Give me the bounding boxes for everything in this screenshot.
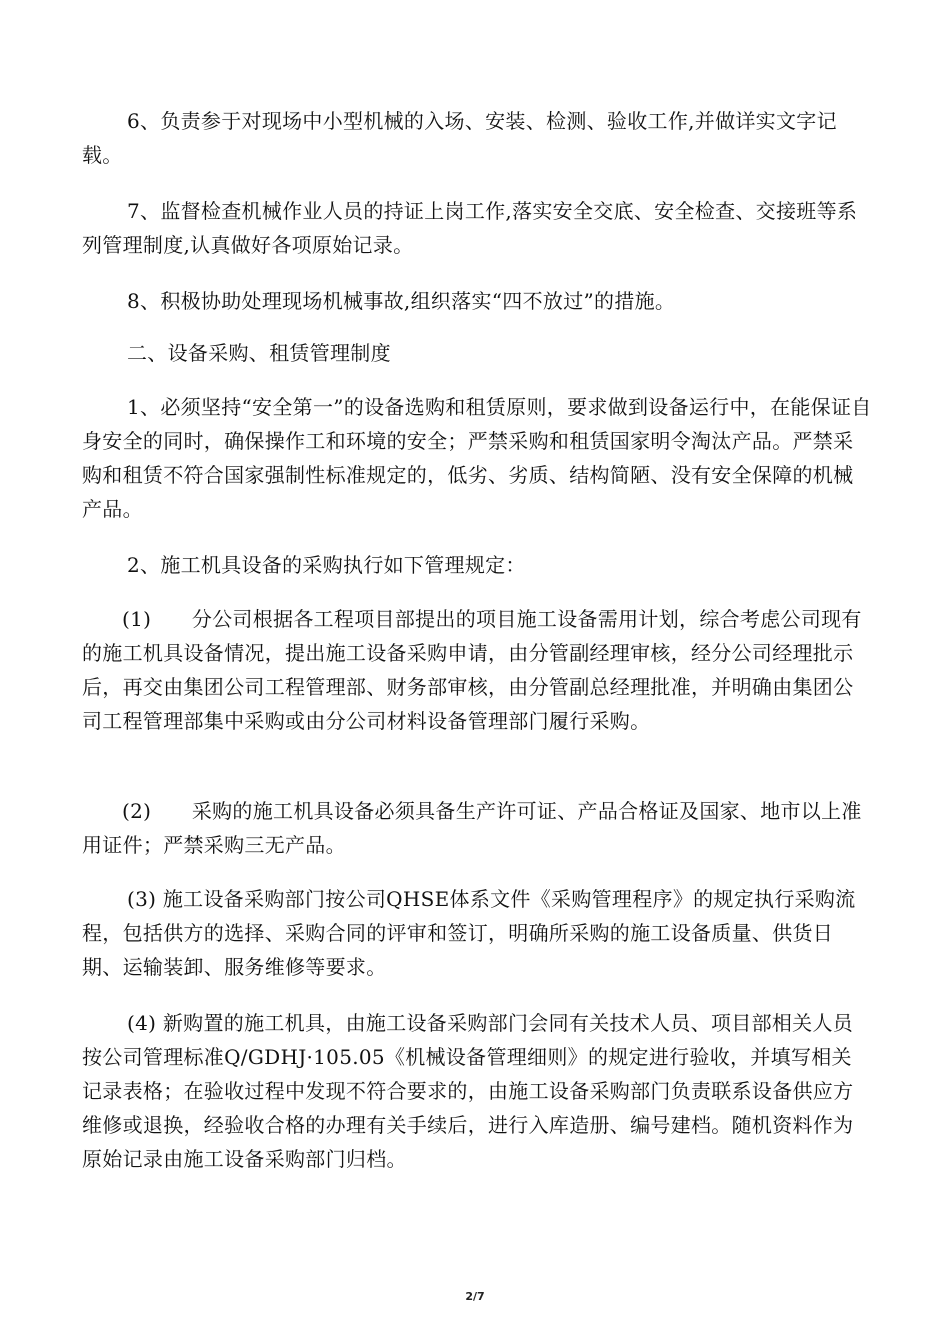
paragraph-sub-3: (3) 施工设备采购部门按公司QHSE体系文件《采购管理程序》的规定执行采购流程，包括供方的选择、采购合同的评审和签订，明确所采购的施工设备质量、供货日期、运输装卸、服务维修等要求。 xyxy=(82,887,856,979)
paragraph-procurement-1: 1、必须坚持“安全第一”的设备选购和租赁原则，要求做到设备运行中，在能保证自身安全的同时，确保操作工和环境的安全；严禁采购和租赁国家明令淘汰产品。严禁采购和租赁不符合国家强制性标准规定的，低劣、劣质、结构简陋、没有安全保障的机械产品。 xyxy=(82,395,872,521)
section-heading-equipment-procurement: 二、设备采购、租赁管理制度 xyxy=(127,341,391,365)
paragraph-procurement-2: 2、施工机具设备的采购执行如下管理规定： xyxy=(127,553,526,577)
paragraph-sub-1: (1) 分公司根据各工程项目部提出的项目施工设备需用计划，综合考虑公司现有的施工机具设备情况，提出施工设备采购申请，由分管副经理审核，经分公司经理批示后，再交由集团公司工程管理部、财务部审核，由分管副总经理批准，并明确由集团公司工程管理部集中采购或由分公司材料设备管理部门履行采购。 xyxy=(82,607,862,733)
paragraph-sub-4: (4) 新购置的施工机具，由施工设备采购部门会同有关技术人员、项目部相关人员按公司管理标准Q/GDHJ·105.05《机械设备管理细则》的规定进行验收，并填写相关记录表格；在验收过程中发现不符合要求的，由施工设备采购部门负责联系设备供应方维修或退换，经验收合格的办理有关手续后，进行入库造册、编号建档。随机资料作为原始记录由施工设备采购部门归档。 xyxy=(82,1011,854,1171)
paragraph-item-8: 8、积极协助处理现场机械事故,组织落实“四不放过”的措施。 xyxy=(127,289,676,313)
paragraph-sub-2: (2) 采购的施工机具设备必须具备生产许可证、产品合格证及国家、地市以上准用证件；严禁采购三无产品。 xyxy=(82,799,862,857)
paragraph-item-7: 7、监督检查机械作业人员的持证上岗工作,落实安全交底、安全检查、交接班等系列管理制度,认真做好各项原始记录。 xyxy=(82,199,858,257)
page-number: 2/7 xyxy=(465,1290,485,1303)
paragraph-item-6: 6、负责参于对现场中小型机械的入场、安装、检测、验收工作,并做详实文字记载。 xyxy=(82,109,837,167)
